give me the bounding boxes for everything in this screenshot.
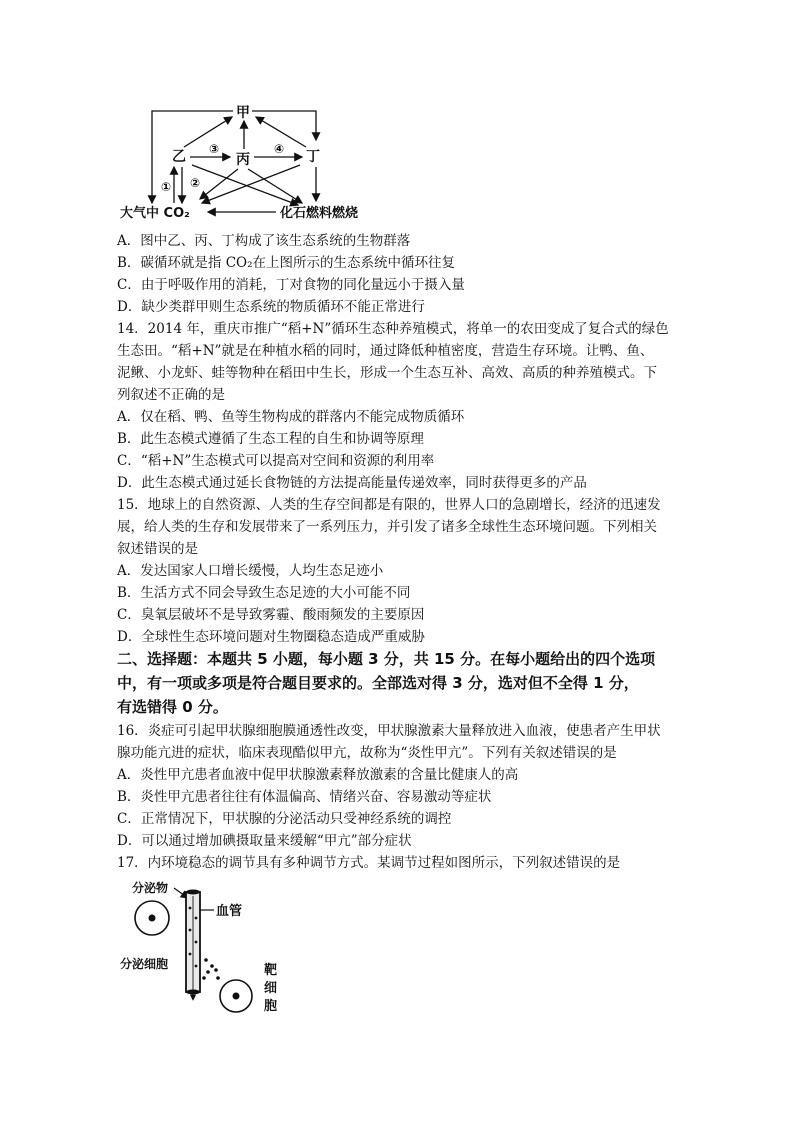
q15-option-d: D．全球性生态环境问题对生物圈稳态造成严重威胁 <box>117 629 425 645</box>
q15-option-c: C．臭氧层破坏不是导致雾霾、酸雨频发的主要原因 <box>117 607 425 623</box>
q14-option-c: C．“稻+N”生态模式可以提高对空间和资源的利用率 <box>117 453 435 469</box>
q15-stem-line2: 展，给人类的生存和发展带来了一系列压力，并引发了诸多全球性生态环境问题。下列相关 <box>117 519 657 535</box>
q14-stem-line4: 列叙述不正确的是 <box>117 387 225 403</box>
q15-stem-line3: 叙述错误的是 <box>117 541 198 557</box>
q13-option-d: D．缺少类群甲则生态系统的物质循环不能正常进行 <box>117 299 425 315</box>
q17-stem-line1: 17．内环境稳态的调节具有多种调节方式。某调节过程如图所示，下列叙述错误的是 <box>117 855 621 871</box>
q16-stem-line1: 16．炎症可引起甲状腺细胞膜通透性改变，甲状腺激素大量释放进入血液，使患者产生甲状 <box>117 723 661 739</box>
q13-option-a: A．图中乙、丙、丁构成了该生态系统的生物群落 <box>117 233 411 249</box>
q14-option-d: D．此生态模式通过延长食物链的方法提高能量传递效率，同时获得更多的产品 <box>117 475 587 491</box>
q14-stem-line3: 泥鳅、小龙虾、蛙等物种在稻田中生长，形成一个生态互补、高效、高质的种养殖模式。下 <box>117 365 657 381</box>
q15-option-a: A．发达国家人口增长缓慢，人均生态足迹小 <box>117 563 384 579</box>
node-yi: 乙 <box>172 149 186 165</box>
node-ding: 丁 <box>306 149 320 165</box>
q14-option-a: A．仅在稻、鸭、鱼等生物构成的群落内不能完成物质循环 <box>117 409 465 425</box>
q16-stem-line2: 腺功能亢进的症状，临床表现酷似甲亢，故称为“炎性甲亢”。下列有关叙述错误的是 <box>117 745 617 761</box>
label-4: ④ <box>274 142 285 156</box>
q15-option-b: B．生活方式不同会导致生态足迹的大小可能不同 <box>117 585 411 601</box>
hormone-regulation-diagram <box>118 878 318 1018</box>
q14-stem-line1: 14．2014 年，重庆市推广“稻+N”循环生态种养殖模式，将单一的农田变成了复合式的绿色 <box>117 321 669 337</box>
label-2: ② <box>190 176 201 190</box>
label-1: ① <box>161 180 172 194</box>
q14-stem-line2: 生态田。“稻+N”就是在种植水稻的同时，通过降低种植密度，营造生存环境。让鸭、鱼、 <box>117 343 654 359</box>
node-fossil-fuel: 化石燃料燃烧 <box>280 206 359 221</box>
label-target-1: 靶 <box>264 963 278 978</box>
q13-option-b: B．碳循环就是指 CO₂在上图所示的生态系统中循环往复 <box>117 255 456 271</box>
q13-option-c: C．由于呼吸作用的消耗，丁对食物的同化量远小于摄入量 <box>117 277 465 293</box>
q15-stem-line1: 15．地球上的自然资源、人类的生存空间都是有限的，世界人口的急剧增长，经济的迅速发 <box>117 497 661 513</box>
q16-option-b: B．炎性甲亢患者往往有体温偏高、情绪兴奋、容易激动等症状 <box>117 789 492 805</box>
section2-heading-line3: 有选错得 0 分。 <box>117 698 228 716</box>
q16-option-d: D．可以通过增加碘摄取量来缓解“甲亢”部分症状 <box>117 833 412 849</box>
label-blood-vessel: 血管 <box>216 904 243 919</box>
node-atmospheric-co2: 大气中 CO₂ <box>120 206 190 221</box>
label-target-3: 胞 <box>264 999 278 1014</box>
node-bing: 丙 <box>236 152 250 168</box>
label-secretory-cell: 分泌细胞 <box>120 957 169 971</box>
section2-heading-line2: 中，有一项或多项是符合题目要求的。全部选对得 3 分，选对但不全得 1 分， <box>117 674 639 692</box>
q16-option-c: C．正常情况下，甲状腺的分泌活动只受神经系统的调控 <box>117 811 452 827</box>
label-3: ③ <box>209 142 220 156</box>
q16-option-a: A．炎性甲亢患者血液中促甲状腺激素释放激素的含量比健康人的高 <box>117 767 519 783</box>
node-jia: 甲 <box>236 105 250 121</box>
q14-option-b: B．此生态模式遵循了生态工程的自生和协调等原理 <box>117 431 424 447</box>
carbon-cycle-diagram <box>120 95 420 225</box>
section2-heading-line1: 二、选择题：本题共 5 小题，每小题 3 分，共 15 分。在每小题给出的四个选项 <box>117 650 656 668</box>
label-secretion: 分泌物 <box>132 881 169 895</box>
label-target-2: 细 <box>264 981 278 996</box>
